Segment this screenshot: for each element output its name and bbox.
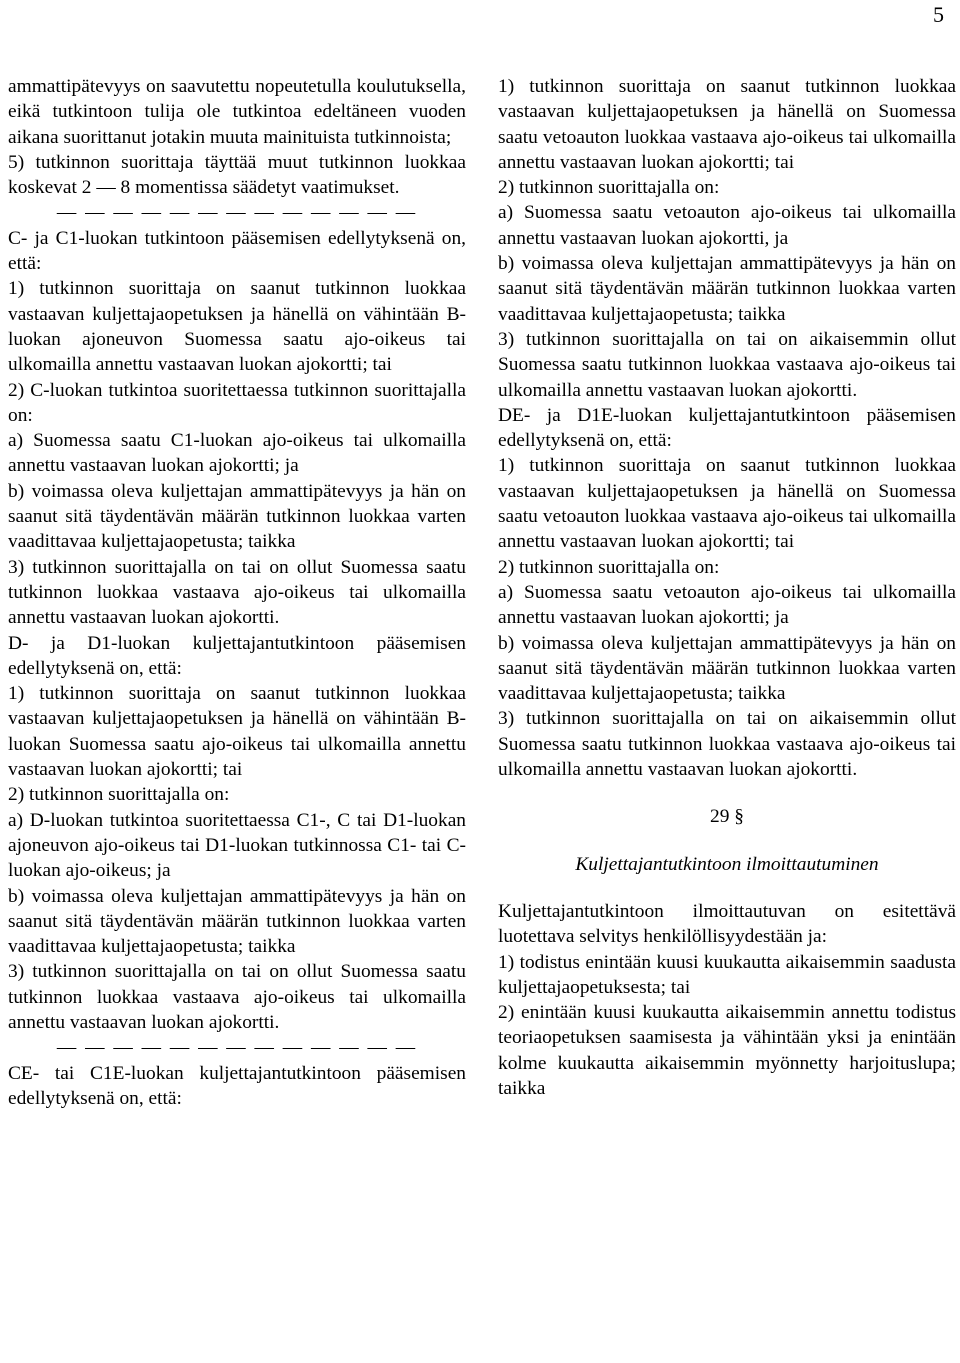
paragraph: b) voimassa oleva kuljettajan ammattipätevyys ja hän on saanut sitä täydentävän määrän tutkinnon luokkaa varten vaadittavaa kuljettajaopetusta; taikka (498, 253, 956, 325)
paragraph: b) voimassa oleva kuljettajan ammattipätevyys ja hän on saanut sitä täydentävän määrän tutkinnon luokkaa varten vaadittavaa kuljettajaopetusta; taikka (8, 480, 466, 553)
paragraph: ammattipätevyys on saavutettu nopeutetulla koulutuksella, eikä tutkintoon tulija ole tutkintoa edeltäneen vuoden aikana suorittanut jotakin muuta mainituista tutkinnoista; (8, 76, 466, 148)
paragraph: 2) tutkinnon suorittajalla on: (8, 784, 230, 806)
paragraph: 1) tutkinnon suorittaja on saanut tutkinnon luokkaa vastaavan kuljettajaopetuksen ja hänellä on vähintään B-luokan ajoneuvon Suomessa saatu ajo-oikeus tai ulkomailla annettu vastaavan luokan ajokortti; tai (8, 278, 466, 376)
paragraph: CE- tai C1E-luokan kuljettajantutkintoon pääsemisen edellytyksenä on, että: (8, 1062, 466, 1109)
paragraph: 1) tutkinnon suorittaja on saanut tutkinnon luokkaa vastaavan kuljettajaopetuksen ja hänellä on Suomessa saatu vetoauton luokkaa vastaava ajo-oikeus tai ulkomailla annettu vastaavan luokan ajokortti; tai (498, 455, 956, 553)
separator-dashes: — — — — — — — — — — — — — (56, 202, 418, 224)
paragraph: 3) tutkinnon suorittajalla on tai on ollut Suomessa saatu tutkinnon luokkaa vastaava ajo-oikeus tai ulkomailla annettu vastaavan luokan ajokortti. (8, 556, 466, 629)
separator-dashes: — — — — — — — — — — — — — (56, 1037, 418, 1059)
right-column (498, 74, 956, 1101)
page-number: 5 (933, 2, 944, 27)
paragraph: 5) tutkinnon suorittaja täyttää muut tutkinnon luokkaa koskevat 2 — 8 momentissa säädetyt vaatimukset. (8, 151, 466, 199)
paragraph: b) voimassa oleva kuljettajan ammattipätevyys ja hän on saanut sitä täydentävän määrän tutkinnon luokkaa varten vaadittavaa kuljettajaopetusta; taikka (498, 632, 956, 705)
paragraph: 2) tutkinnon suorittajalla on: (498, 556, 720, 578)
paragraph: 1) todistus enintään kuusi kuukautta aikaisemmin saadusta kuljettajaopetuksesta; tai (498, 951, 956, 998)
paragraph: 2) enintään kuusi kuukautta aikaisemmin annettu todistus teoriaopetuksen saamisesta ja vähintään yksi ja enintään kolme kuukautta aikaisemmin myönnetty harjoituslupa; taikka (498, 1002, 956, 1099)
paragraph: C- ja C1-luokan tutkintoon pääsemisen edellytyksenä on, että: (8, 227, 466, 275)
paragraph: Kuljettajantutkintoon ilmoittautuvan on esitettävä luotettava selvitys henkilöllisyydestään ja: (498, 900, 956, 948)
paragraph: 3) tutkinnon suorittajalla on tai on aikaisemmin ollut Suomessa saatu tutkinnon luokkaa vastaava ajo-oikeus tai ulkomailla annettu vastaavan luokan ajokortti. (498, 328, 956, 401)
paragraph: a) D-luokan tutkintoa suoritettaessa C1-, C tai D1-luokan ajoneuvon ajo-oikeus tai D1-luokan tutkinnossa C1- tai C-luokan ajo-oikeus; ja (8, 809, 466, 882)
paragraph: 3) tutkinnon suorittajalla on tai on aikaisemmin ollut Suomessa saatu tutkinnon luokkaa vastaava ajo-oikeus tai ulkomailla annettu vastaavan luokan ajokortti. (498, 708, 956, 781)
paragraph: a) Suomessa saatu vetoauton ajo-oikeus tai ulkomailla annettu vastaavan luokan ajokortti, ja (498, 202, 956, 249)
paragraph: 1) tutkinnon suorittaja on saanut tutkinnon luokkaa vastaavan kuljettajaopetuksen ja hänellä on vähintään B-luokan Suomessa saatu ajo-oikeus tai ulkomailla annettu vastaavan luokan ajokortti; tai (8, 683, 466, 781)
paragraph: a) Suomessa saatu C1-luokan ajo-oikeus tai ulkomailla annettu vastaavan luokan ajokortti; ja (8, 430, 466, 477)
paragraph: 1) tutkinnon suorittaja on saanut tutkinnon luokkaa vastaavan kuljettajaopetuksen ja hänellä on Suomessa saatu vetoauton luokkaa vastaava ajo-oikeus tai ulkomailla annettu vastaavan luokan ajokortti; tai (498, 76, 956, 173)
paragraph: a) Suomessa saatu vetoauton ajo-oikeus tai ulkomailla annettu vastaavan luokan ajokortti; ja (498, 581, 956, 629)
paragraph: 3) tutkinnon suorittajalla on tai on ollut Suomessa saatu tutkinnon luokkaa vastaava ajo-oikeus tai ulkomailla annettu vastaavan luokan ajokortti. (8, 961, 466, 1033)
section-heading: Kuljettajantutkintoon ilmoittautuminen (575, 853, 879, 875)
paragraph: D- ja D1-luokan kuljettajantutkintoon pääsemisen edellytyksenä on, että: (8, 632, 466, 679)
paragraph: b) voimassa oleva kuljettajan ammattipätevyys ja hän on saanut sitä täydentävän määrän tutkinnon luokkaa varten vaadittavaa kuljettajaopetusta; taikka (8, 885, 466, 958)
paragraph: 2) tutkinnon suorittajalla on: (498, 177, 720, 199)
section-number: 29 § (710, 806, 744, 828)
paragraph: DE- ja D1E-luokan kuljettajantutkintoon pääsemisen edellytyksenä on, että: (498, 404, 956, 452)
paragraph: 2) C-luokan tutkintoa suoritettaessa tutkinnon suorittajalla on: (8, 379, 466, 426)
left-column (8, 74, 466, 1111)
